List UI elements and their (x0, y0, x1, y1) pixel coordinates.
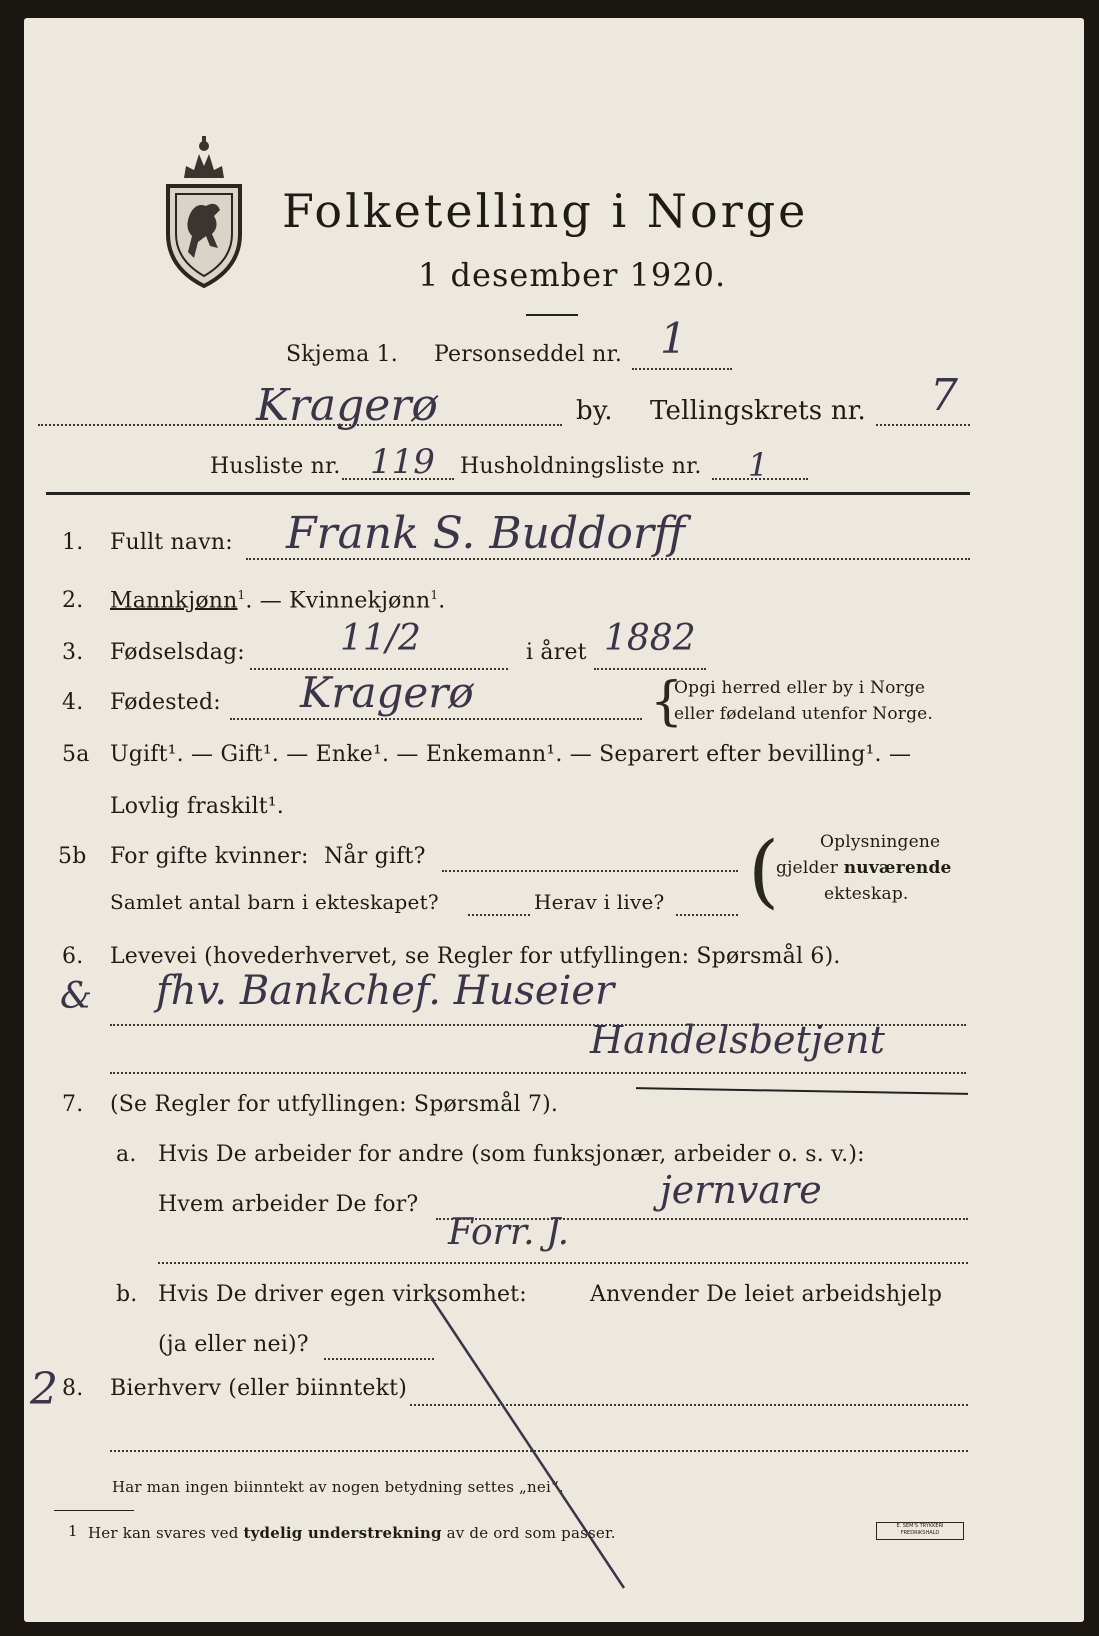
footnote-text-b: tydelig understrekning (243, 1524, 442, 1542)
marital-status-options: Ugift¹. — Gift¹. — Enke¹. — Enkemann¹. — Separert efter bevilling¹. — (110, 742, 912, 767)
by-value: Kragerø (256, 380, 438, 431)
male-option: Mannkjønn (110, 588, 238, 614)
footnote-text-a: Her kan svares ved (88, 1524, 239, 1542)
husholdningsliste-value: 1 (748, 446, 769, 484)
full-name-value: Frank S. Buddorff (286, 508, 686, 559)
q4-label: Fødested: (110, 690, 221, 715)
q4-number: 4. (62, 690, 84, 715)
form-title: Folketelling i Norge (282, 184, 809, 238)
q5b-alive-label: Herav i live? (534, 890, 665, 914)
occupation-value-2: Handelsbetjent (590, 1018, 885, 1062)
husliste-label: Husliste nr. (210, 454, 341, 479)
q7-label: (Se Regler for utfyllingen: Spørsmål 7). (110, 1092, 559, 1117)
q5b-note-line3: ekteskap. (824, 884, 909, 904)
by-label: by. (576, 396, 613, 426)
q7b-letter: b. (116, 1282, 138, 1307)
q5b-when-label: Når gift? (324, 844, 426, 869)
q3-year-line (594, 668, 706, 670)
q4-note-line1: Opgi herred eller by i Norge (674, 678, 926, 698)
q5b-label: For gifte kvinner: (110, 844, 309, 869)
printer-stamp-text: E. SEM'S TRYKKERI FREDRIKSHALD (896, 1523, 944, 1536)
q5b-children-label: Samlet antal barn i ekteskapet? (110, 890, 439, 914)
q5b-note-line2 (776, 858, 952, 878)
personseddel-line (632, 368, 732, 370)
q7-ink-stroke (636, 1087, 968, 1095)
q4-brace: { (650, 672, 684, 732)
personseddel-value: 1 (660, 314, 687, 363)
q5b-alive-line (676, 914, 738, 916)
birthday-value: 11/2 (340, 618, 421, 659)
q2-separator: . — (245, 588, 282, 614)
margin-mark-q6: & (60, 976, 93, 1017)
husliste-value: 119 (370, 442, 435, 482)
skjema-label: Skjema 1. (286, 342, 399, 367)
q2-options (110, 588, 445, 613)
census-date: 1 desember 1920. (418, 256, 727, 294)
q6-label: Levevei (hovederhvervet, se Regler for utfyllingen: Spørsmål 6). (110, 944, 841, 969)
header-rule (46, 492, 970, 495)
q5b-children-line (468, 914, 530, 916)
q5b-note-line1: Oplysningene (820, 832, 941, 852)
personseddel-label: Personseddel nr. (434, 342, 623, 367)
q2-number: 2. (62, 588, 84, 613)
footnote-mark: 1 (68, 1522, 78, 1540)
q7b-line (324, 1358, 434, 1360)
q5b-number: 5b (58, 844, 87, 869)
q5a-number: 5a (62, 742, 90, 767)
tellingskrets-value: 7 (930, 370, 958, 421)
footnote-rule (54, 1510, 134, 1511)
footnote-ref: 1 (430, 588, 439, 602)
q5b-when-line (442, 870, 738, 872)
q3-number: 3. (62, 640, 84, 665)
q8-label: Bierhverv (eller biinntekt) (110, 1376, 408, 1401)
footnote-text (88, 1524, 616, 1542)
q1-label: Fullt navn: (110, 530, 233, 555)
ink-cancel-stroke (424, 1288, 664, 1608)
tellingskrets-label: Tellingskrets nr. (650, 396, 866, 426)
q6-number: 6. (62, 944, 84, 969)
birth-year-value: 1882 (604, 618, 696, 659)
q4-note-line2: eller fødeland utenfor Norge. (674, 704, 934, 724)
q1-number: 1. (62, 530, 84, 555)
occupation-value-1: fhv. Bankchef. Huseier (156, 968, 615, 1014)
husholdningsliste-label: Husholdningsliste nr. (460, 454, 702, 479)
q5b-note-gjelder: gjelder (776, 858, 839, 878)
q7b-yesno-label: (ja eller nei)? (158, 1332, 309, 1357)
birthplace-value: Kragerø (300, 668, 474, 717)
q8-note: Har man ingen biinntekt av nogen betydning settes „nei“. (112, 1478, 564, 1496)
employer-value-1: jernvare (660, 1168, 822, 1212)
q7b-text-1: Hvis De driver egen virksomhet: (158, 1282, 527, 1307)
footnote-ref: 1 (237, 588, 246, 602)
employer-value-2: Forr. J. (448, 1212, 570, 1253)
q7b-text-2: Anvender De leiet arbeidshjelp (590, 1282, 943, 1307)
census-form-paper (24, 18, 1084, 1622)
female-option: Kvinnekjønn (289, 588, 431, 614)
q7-number: 7. (62, 1092, 84, 1117)
q5b-brace: ( (748, 824, 780, 917)
q2-end: . (438, 588, 446, 614)
printer-stamp (876, 1522, 964, 1540)
footnote-text-c: av de ord som passer. (446, 1524, 616, 1542)
q7a-who-label: Hvem arbeider De for? (158, 1192, 419, 1217)
q7a-line2 (158, 1262, 968, 1264)
q5b-note-current: nuværende (843, 858, 952, 878)
q4-line (230, 718, 642, 720)
marital-status-options-2: Lovlig fraskilt¹. (110, 794, 284, 819)
q6-line2 (110, 1072, 966, 1074)
q7a-text: Hvis De arbeider for andre (som funksjonær, arbeider o. s. v.): (158, 1142, 865, 1167)
title-divider (526, 314, 578, 316)
q3-year-label: i året (526, 640, 587, 665)
norwegian-coat-of-arms-icon (162, 136, 246, 288)
margin-mark-q8: 2 (30, 1364, 58, 1415)
tellingskrets-line (876, 424, 970, 426)
q7a-letter: a. (116, 1142, 137, 1167)
q8-number: 8. (62, 1376, 84, 1401)
q3-label: Fødselsdag: (110, 640, 245, 665)
